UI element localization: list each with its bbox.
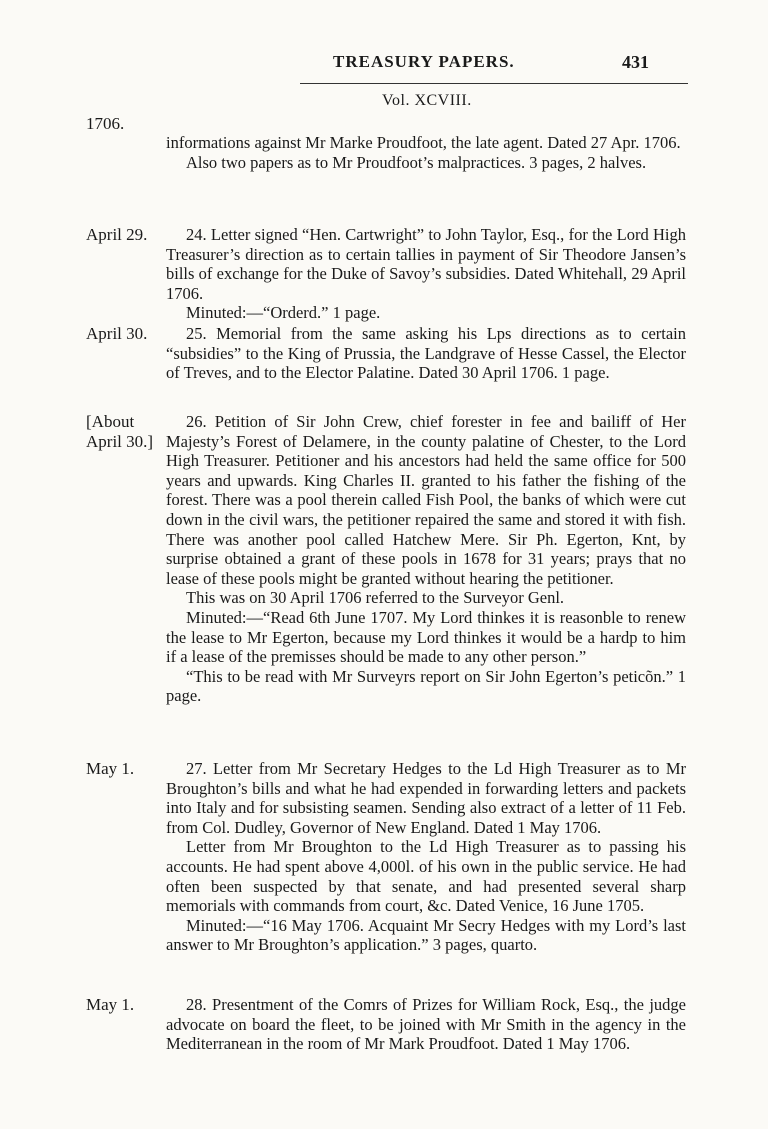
entry-paragraph: “This to be read with Mr Surveyrs report on Sir John Egerton’s peticõn.” 1 page. [166, 666, 686, 706]
entry-paragraph: 26. Petition of Sir John Crew, chief forester in fee and bailiff of Her Majesty’s Forest of Delamere, in the county palatine of Chester, to the Lord High Treasurer. Petitioner and his ancestors had held the same office for 500 years and upwards. King Charles II. granted to his father the fishing of the forest. There was a pool therein called Fish Pool, the banks of which were cut down in the civil wars, the petitioner repaired the same and stored it with fish. There was another pool called Hatchew Mere. Sir Ph. Egerton, Knt, by surprise obtained a grant of these pools in 1678 for 31 years; prays that no lease of these pools might be granted without hearing the petitioner. [166, 412, 686, 588]
entry-paragraph: 28. Presentment of the Comrs of Prizes for William Rock, Esq., the judge advocate on board the fleet, to be joined with Mr Smith in the agency in the Mediterranean in the room of Mr Mark Proudfoot. Dated 1 May 1706. [166, 995, 686, 1054]
page-number: 431 [622, 52, 649, 72]
entry-28 [166, 995, 686, 1054]
entry-paragraph: Letter from Mr Broughton to the Ld High Treasurer as to passing his accounts. He had spent above 4,000l. of his own in the public service. He had often been suspected by that senate, and had presented several sharp memorials with commands from court, &c. Dated Venice, 16 June 1705. [166, 837, 686, 916]
entry-paragraph: 25. Memorial from the same asking his Lps directions as to certain “subsidies” to the King of Prussia, the Landgrave of Hesse Cassel, the Elector of Treves, and to the Elector Palatine. Dated 30 April 1706. 1 page. [166, 324, 686, 383]
entry-date-line2: April 30.] [86, 431, 154, 451]
entry-date [86, 412, 153, 451]
entry-paragraph: Also two papers as to Mr Proudfoot’s malpractices. 3 pages, 2 halves. [186, 152, 647, 172]
entry-26 [166, 412, 686, 706]
volume-heading: Vol. XCVIII. [382, 92, 472, 109]
entry-date: May 1. [86, 995, 135, 1014]
year-label: 1706. [86, 114, 125, 133]
entry-paragraph: informations against Mr Marke Proudfoot, the late agent. Dated 27 Apr. 1706. [166, 133, 681, 152]
entry-25 [166, 324, 686, 383]
page-header [0, 52, 768, 80]
entry-date: April 30. [86, 324, 148, 343]
entry-paragraph: 24. Letter signed “Hen. Cartwright” to John Taylor, Esq., for the Lord High Treasurer’s direction as to certain tallies in payment of Sir Theodore Jansen’s bills of exchange for the Duke of Savoy’s subsidies. Dated Whitehall, 29 April 1706. [166, 225, 686, 303]
header-rule [300, 83, 688, 84]
entry-minute: Minuted:—“Read 6th June 1707. My Lord thinkes it is reasonble to renew the lease to Mr Egerton, because my Lord thinkes it would be a hardp to him if a lease of the premisses should be made to any other person.” [166, 607, 686, 667]
entry-paragraph: 27. Letter from Mr Secretary Hedges to the Ld High Treasurer as to Mr Broughton’s bills and what he had expended in forwarding letters and packets into Italy and for subsisting seamen. Sending also extract of a letter of 11 Feb. from Col. Dudley, Governor of New England. Dated 1 May 1706. [166, 759, 686, 837]
entry-24 [166, 225, 686, 323]
entry-minute: Minuted:—“16 May 1706. Acquaint Mr Secry Hedges with my Lord’s last answer to Mr Broughton’s application.” 3 pages, quarto. [166, 915, 686, 955]
entry-paragraph: This was on 30 April 1706 referred to the Surveyor Genl. [186, 588, 565, 608]
entry-minute: Minuted:—“Orderd.” 1 page. [186, 303, 381, 323]
running-title: TREASURY PAPERS. [333, 52, 515, 71]
entry-date-line1: [About [86, 412, 135, 431]
entry-27 [166, 759, 686, 955]
entry-continuation [166, 133, 686, 172]
entry-date: April 29. [86, 225, 148, 244]
entry-date: May 1. [86, 759, 135, 778]
